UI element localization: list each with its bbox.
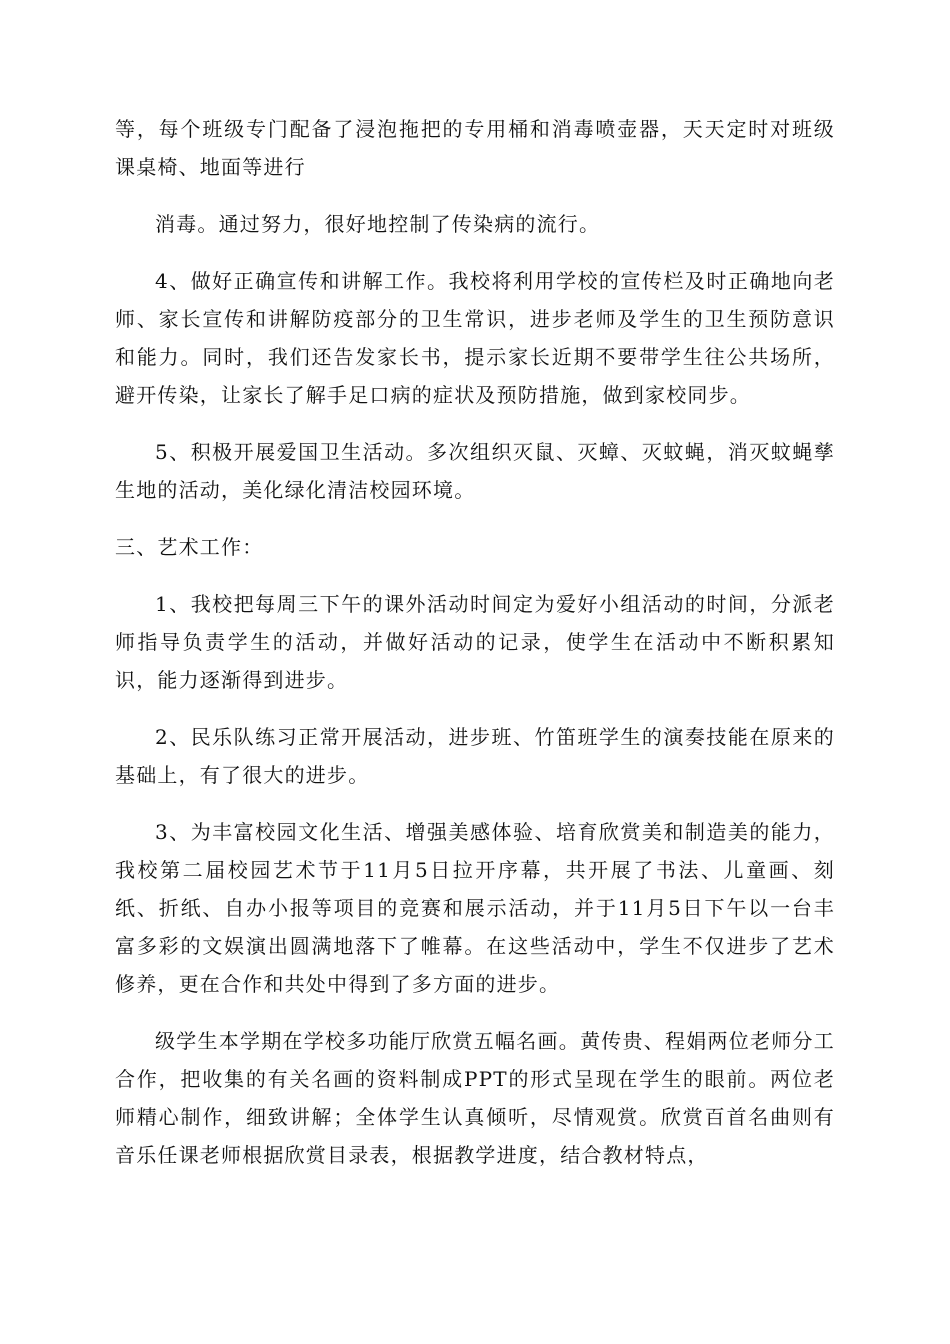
document-body xyxy=(115,110,835,1193)
section-heading-art-work: 三、艺术工作： xyxy=(115,535,264,559)
paragraph-art-appreciation: 级学生本学期在学校多功能厅欣赏五幅名画。黄传贵、程娟两位老师分工合作，把收集的有关名画的资料制成PPT的形式呈现在学生的眼前。两位老师精心制作，细致讲解；全体学生认真倾听，尽情观赏。欣赏百首名曲则有音乐任课老师根据欣赏目录表，根据教学进度，结合教材特点， xyxy=(115,1029,835,1167)
paragraph-continuation: 等，每个班级专门配备了浸泡拖把的专用桶和消毒喷壶器，天天定时对班级课桌椅、地面等进行 xyxy=(115,117,835,179)
paragraph-disinfection: 消毒。通过努力，很好地控制了传染病的流行。 xyxy=(155,212,601,236)
paragraph-item-5-hygiene: 5、积极开展爱国卫生活动。多次组织灭鼠、灭蟑、灭蚊蝇，消灭蚊蝇孳生地的活动，美化绿化清洁校园环境。 xyxy=(115,440,835,502)
paragraph-art-item-1: 1、我校把每周三下午的课外活动时间定为爱好小组活动的时间，分派老师指导负责学生的活动，并做好活动的记录，使学生在活动中不断积累知识，能力逐渐得到进步。 xyxy=(115,592,835,692)
paragraph-art-item-2: 2、民乐队练习正常开展活动，进步班、竹笛班学生的演奏技能在原来的基础上，有了很大的进步。 xyxy=(115,725,835,787)
paragraph-item-4-publicity: 4、做好正确宣传和讲解工作。我校将利用学校的宣传栏及时正确地向老师、家长宣传和讲解防疫部分的卫生常识，进步老师及学生的卫生预防意识和能力。同时，我们还告发家长书，提示家长近期不要带学生往公共场所，避开传染，让家长了解手足口病的症状及预防措施，做到家校同步。 xyxy=(115,269,835,407)
paragraph-art-item-3: 3、为丰富校园文化生活、增强美感体验、培育欣赏美和制造美的能力，我校第二届校园艺术节于11月5日拉开序幕，共开展了书法、儿童画、刻纸、折纸、自办小报等项目的竞赛和展示活动，并于11月5日下午以一台丰富多彩的文娱演出圆满地落下了帷幕。在这些活动中，学生不仅进步了艺术修养，更在合作和共处中得到了多方面的进步。 xyxy=(115,820,835,996)
